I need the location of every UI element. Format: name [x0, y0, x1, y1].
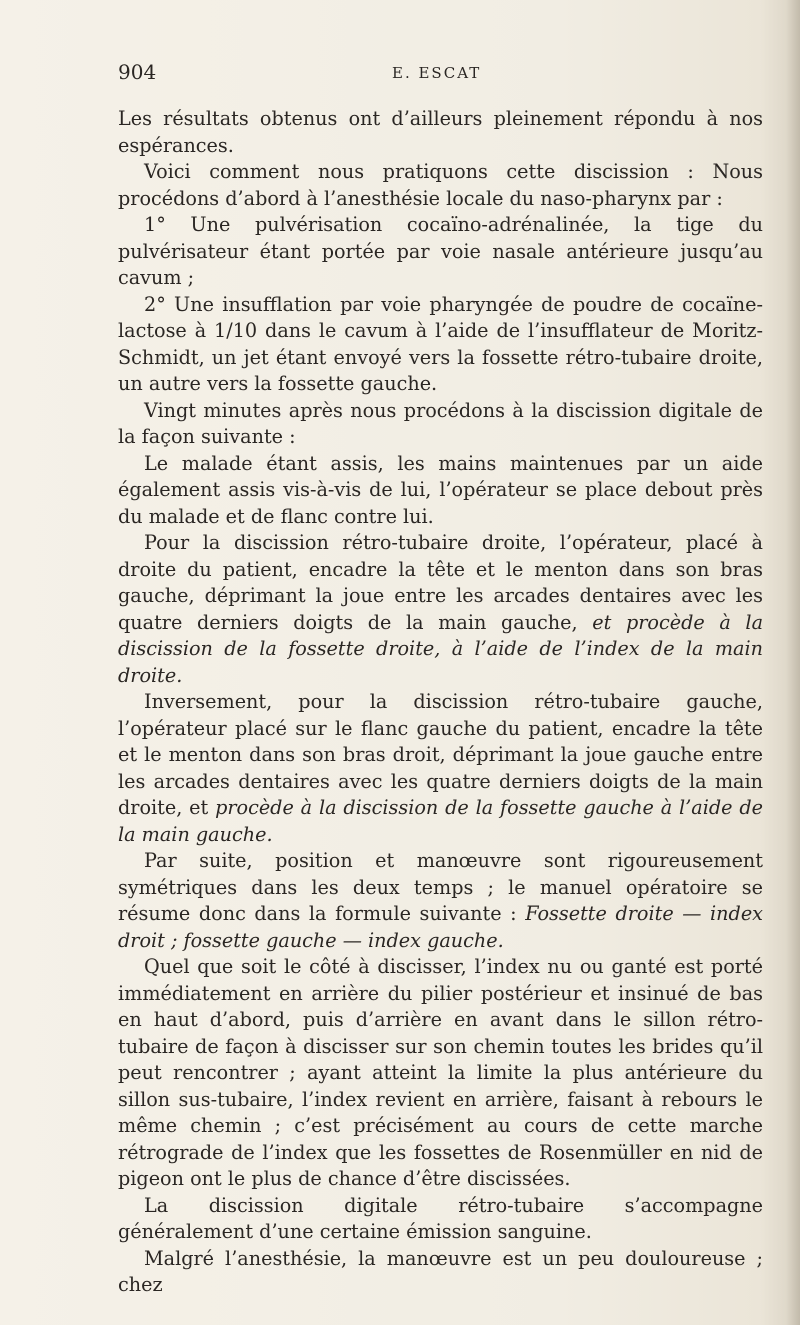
body-text — [118, 106, 763, 1299]
running-header — [118, 60, 758, 88]
paragraph — [118, 1246, 763, 1299]
paragraph — [118, 848, 763, 954]
text-run: Par suite, position et manœuvre sont rigoureusement symétriques dans les deux temps ; le manuel opératoire se résume donc dans la formule suivante : — [118, 849, 763, 925]
paragraph — [118, 398, 763, 451]
paragraph — [118, 212, 763, 292]
text-run: Pour la discission rétro-tubaire droite, l’opérateur, placé à droite du patient, encadre la tête et le menton dans son bras gauche, déprimant la joue entre les arcades dentaires avec les quatre derniers doigts de la main gauche, — [118, 531, 763, 634]
text-run: Voici comment nous pratiquons cette discission : Nous procédons d’abord à l’anesthésie locale du naso-pharynx par : — [118, 160, 763, 210]
paragraph — [118, 689, 763, 848]
paragraph — [118, 954, 763, 1193]
text-run: Les résultats obtenus ont d’ailleurs pleinement répondu à nos espérances. — [118, 107, 763, 157]
text-run: La discission digitale rétro-tubaire s’accompagne généralement d’une certaine émission sanguine. — [118, 1193, 763, 1243]
text-run: 2° Une insufflation par voie pharyngée de poudre de cocaïne-lactose à 1/10 dans le cavum à l’aide de l’insufflateur de Moritz-Schmidt, un jet étant envoyé vers la fossette rétro-tubaire droite, un autre vers la fossette gauche. — [118, 292, 763, 395]
text-run: Malgré l’anesthésie, la manœuvre est un peu douloureuse ; chez — [118, 1246, 763, 1296]
page-edge-shadow — [786, 0, 800, 1325]
paragraph — [118, 292, 763, 398]
page-number: 904 — [118, 60, 157, 84]
paragraph — [118, 451, 763, 531]
paragraph — [118, 530, 763, 689]
italic-text-run: procède à la discission de la fossette gauche à l’aide de la main gauche. — [118, 796, 763, 846]
text-run: 1° Une pulvérisation cocaïno-adrénalinée, la tige du pulvérisateur étant portée par voie nasale antérieure jusqu’au cavum ; — [118, 213, 763, 289]
text-run: Inversement, pour la discission rétro-tubaire gauche, l’opérateur placé sur le flanc gauche du patient, encadre la tête et le menton dans son bras droit, déprimant la joue gauche entre les arcades dentaires avec les quatre derniers doigts de la main droite, et — [118, 690, 763, 819]
paragraph — [118, 159, 763, 212]
running-title: E. ESCAT — [392, 64, 482, 82]
text-run: Le malade étant assis, les mains maintenues par un aide également assis vis-à-vis de lui, l’opérateur se place debout près du malade et de flanc contre lui. — [118, 451, 763, 528]
text-run: Vingt minutes après nous procédons à la discission digitale de la façon suivante : — [118, 398, 763, 448]
italic-text-run: et procède à la discission de la fossette droite, à l’aide de l’index de la main droite. — [118, 610, 764, 687]
text-run: Quel que soit le côté à discisser, l’index nu ou ganté est porté immédiatement en arrière du pilier postérieur et insinué de bas en haut d’abord, puis d’arrière en avant dans le sillon rétro-tubaire de façon à discisser sur son chemin toutes les brides qu’il peut rencontrer ; ayant atteint la limite la plus antérieure du sillon sus-tubaire, l’index revient en arrière, faisant à rebours le même chemin ; c’est précisément au cours de cette marche rétrograde de l’index que les fossettes de Rosenmüller en nid de pigeon ont le plus de chance d’être discissées. — [118, 955, 763, 1190]
paragraph — [118, 106, 763, 159]
paragraph — [118, 1193, 763, 1246]
italic-text-run: Fossette droite — index droit ; fossette gauche — index gauche. — [118, 902, 763, 952]
